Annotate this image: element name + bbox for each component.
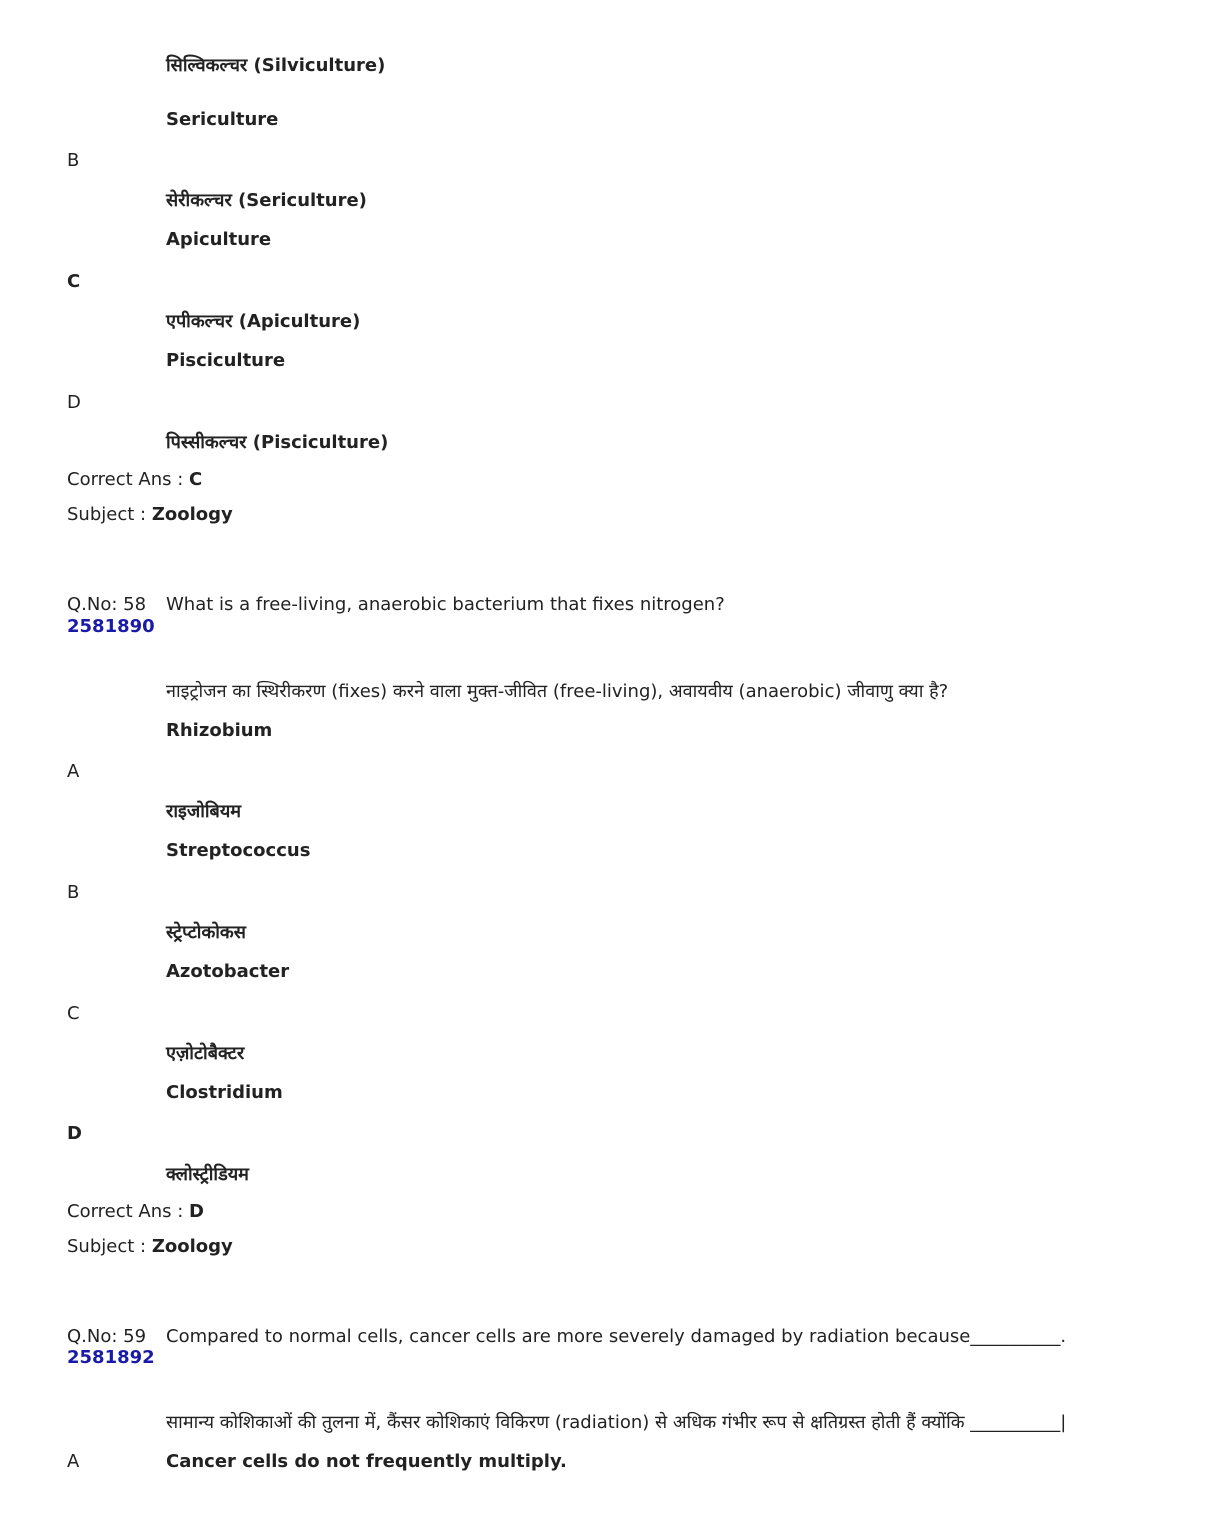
q58-option-d-hindi: क्लोस्ट्रीडियम [166, 1164, 249, 1185]
q57-option-b-hindi: सेरीकल्चर (Sericulture) [166, 190, 367, 211]
q58-option-b-english: Streptococcus [166, 840, 311, 861]
subject-label: Subject : [67, 504, 147, 525]
q57-option-c-hindi: एपीकल्चर (Apiculture) [166, 311, 361, 332]
q59-option-a-english: Cancer cells do not frequently multiply. [166, 1451, 567, 1472]
q58-correct-answer [67, 1201, 204, 1223]
q57-option-c-english: Apiculture [166, 229, 272, 250]
q58-option-a-english: Rhizobium [166, 720, 273, 741]
q59-question-id: 2581892 [67, 1347, 155, 1368]
q59-question-hindi: सामान्य कोशिकाओं की तुलना में, कैंसर कोशिकाएं विकिरण (radiation) से अधिक गंभीर रूप से क्षतिग्रस्त होती हैं क्योंकि __________| [166, 1412, 1067, 1433]
q58-option-c-hindi: एज़ोटोबैक्टर [166, 1043, 245, 1064]
q59-option-a-label: A [67, 1451, 80, 1472]
q57-subject [67, 504, 233, 526]
subject-value: Zoology [151, 1236, 233, 1257]
q58-subject [67, 1236, 233, 1258]
q58-question-english: What is a free-living, anaerobic bacterium that fixes nitrogen? [166, 594, 725, 615]
q58-option-d-label: D [67, 1123, 82, 1144]
subject-label: Subject : [67, 1236, 147, 1257]
q59-number: Q.No: 59 [67, 1326, 147, 1347]
q58-option-b-hindi: स्ट्रेप्टोकोकस [166, 922, 246, 943]
correct-answer-value: C [189, 469, 203, 490]
q57-option-a-hindi: सिल्विकल्चर (Silviculture) [166, 55, 386, 76]
q58-option-c-label: C [67, 1003, 80, 1024]
correct-answer-label: Correct Ans : [67, 469, 184, 490]
correct-answer-label: Correct Ans : [67, 1201, 184, 1222]
q57-option-c-label: C [67, 271, 81, 292]
q58-number: Q.No: 58 [67, 594, 147, 615]
q58-question-hindi: नाइट्रोजन का स्थिरीकरण (fixes) करने वाला मुक्त-जीवित (free-living), अवायवीय (anaerobic) जीवाणु क्या है? [166, 681, 949, 702]
q57-option-d-english: Pisciculture [166, 350, 286, 371]
q58-question-id: 2581890 [67, 616, 155, 637]
q58-option-a-hindi: राइजोबियम [166, 801, 242, 822]
correct-answer-value: D [189, 1201, 204, 1222]
subject-value: Zoology [151, 504, 233, 525]
q58-option-c-english: Azotobacter [166, 961, 290, 982]
q57-option-b-english: Sericulture [166, 109, 279, 130]
q58-option-a-label: A [67, 761, 80, 782]
q57-correct-answer [67, 469, 202, 491]
q58-option-b-label: B [67, 882, 80, 903]
q59-question-english: Compared to normal cells, cancer cells are more severely damaged by radiation because__________. [166, 1326, 1067, 1347]
q57-option-b-label: B [67, 150, 80, 171]
q58-option-d-english: Clostridium [166, 1082, 283, 1103]
q57-option-d-label: D [67, 392, 81, 413]
q57-option-d-hindi: पिस्सीकल्चर (Pisciculture) [166, 432, 389, 453]
